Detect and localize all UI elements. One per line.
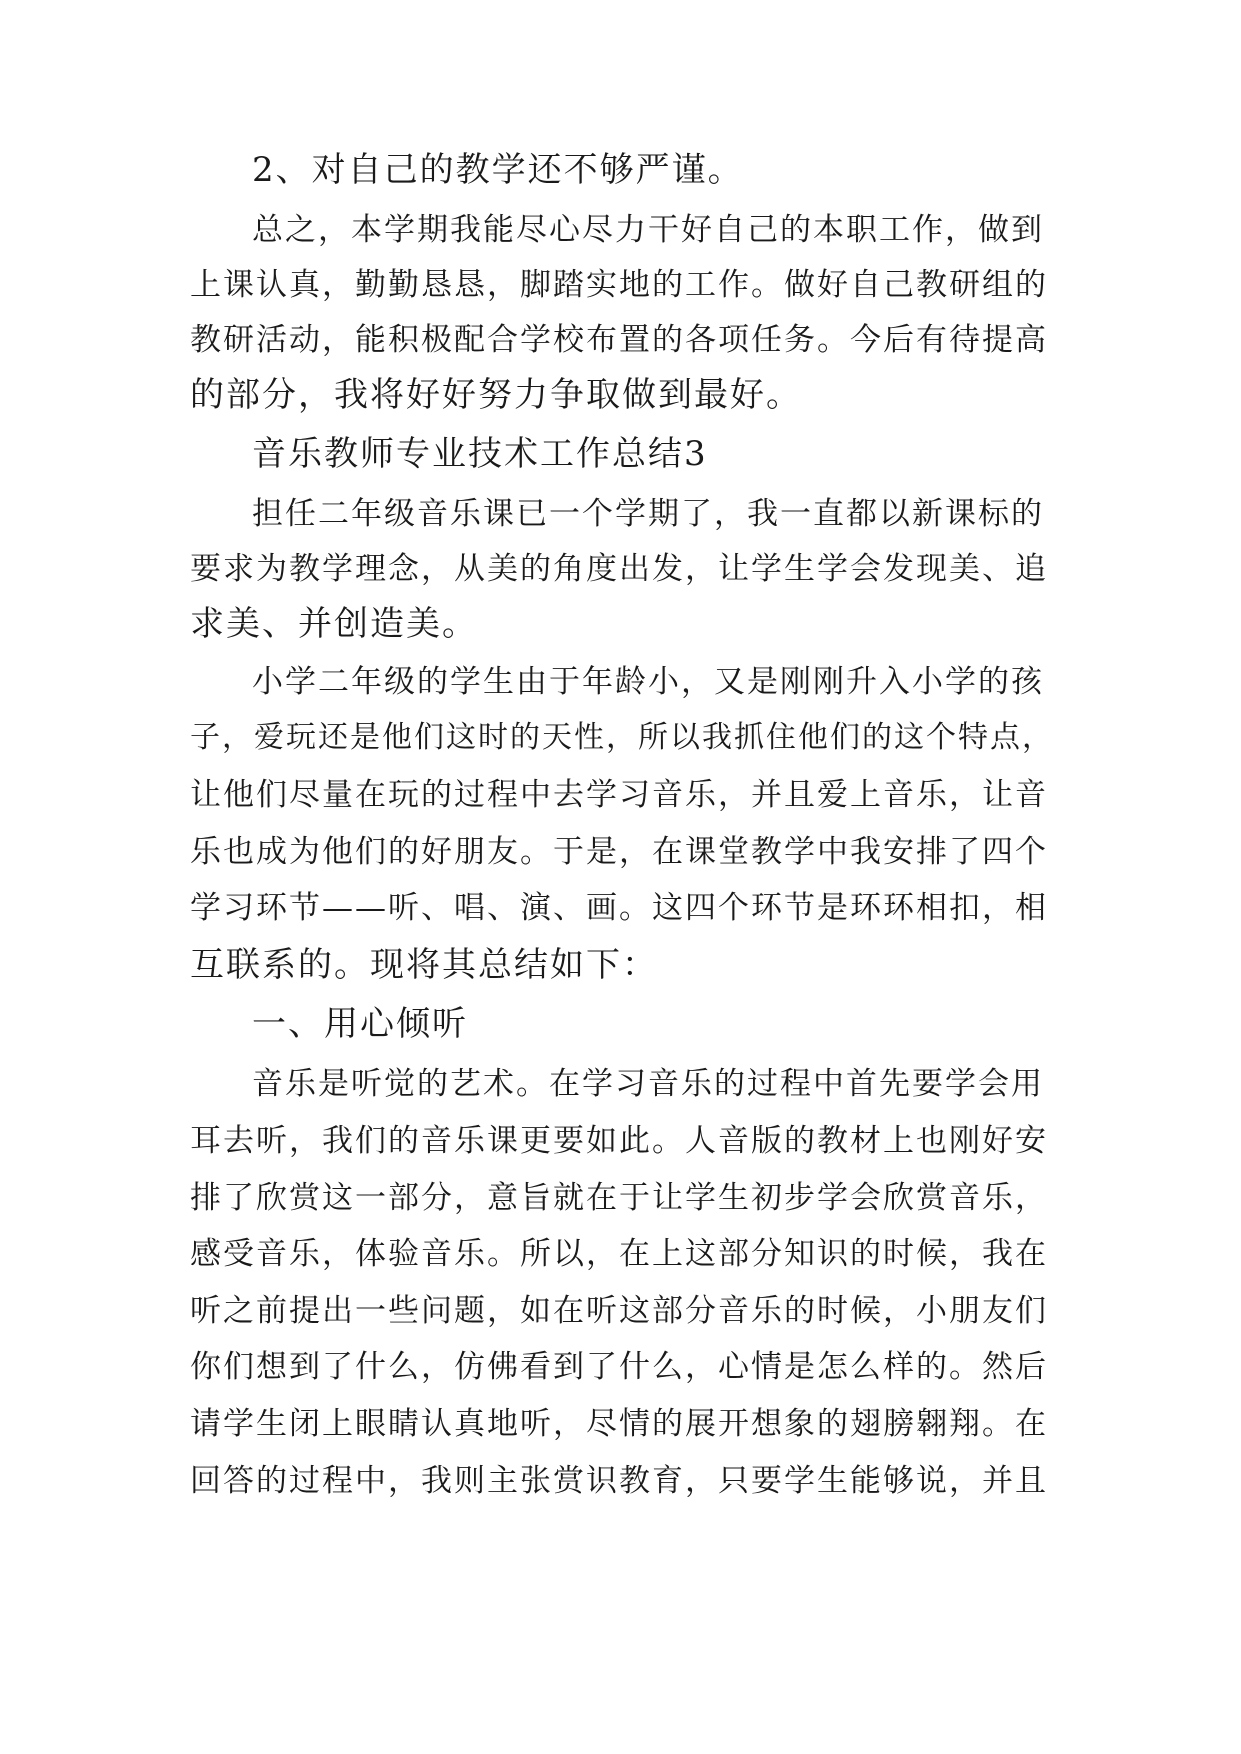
paragraph-line: 音乐是听觉的艺术。在学习音乐的过程中首先要学会用	[252, 1066, 1044, 1102]
paragraph-line: 的部分，我将好好努力争取做到最好。	[190, 375, 802, 415]
list-item-text: 2、对自己的教学还不够严谨。	[252, 150, 744, 190]
paragraph-line: 学习环节——听、唱、演、画。这四个环节是环环相扣，相	[190, 890, 1048, 926]
section-title: 音乐教师专业技术工作总结3	[252, 434, 708, 474]
paragraph-line: 让他们尽量在玩的过程中去学习音乐，并且爱上音乐，让音	[190, 777, 1048, 813]
paragraph-line: 感受音乐，体验音乐。所以，在上这部分知识的时候，我在	[190, 1236, 1048, 1272]
paragraph-line: 要求为教学理念，从美的角度出发，让学生学会发现美、追	[190, 551, 1048, 587]
paragraph-line: 耳去听，我们的音乐课更要如此。人音版的教材上也刚好安	[190, 1123, 1048, 1159]
paragraph-line: 担任二年级音乐课已一个学期了，我一直都以新课标的	[252, 496, 1044, 532]
paragraph-line: 乐也成为他们的好朋友。于是，在课堂教学中我安排了四个	[190, 834, 1048, 870]
paragraph-line: 排了欣赏这一部分，意旨就在于让学生初步学会欣赏音乐，	[190, 1180, 1048, 1216]
paragraph-line: 小学二年级的学生由于年龄小，又是刚刚升入小学的孩	[252, 664, 1044, 700]
paragraph-line: 上课认真，勤勤恳恳，脚踏实地的工作。做好自己教研组的	[190, 267, 1048, 303]
paragraph-line: 听之前提出一些问题，如在听这部分音乐的时候，小朋友们	[190, 1293, 1048, 1329]
paragraph-line: 你们想到了什么，仿佛看到了什么，心情是怎么样的。然后	[190, 1349, 1048, 1385]
section-heading: 一、用心倾听	[252, 1004, 468, 1044]
paragraph-line: 求美、并创造美。	[190, 604, 478, 644]
paragraph-line: 请学生闭上眼睛认真地听，尽情的展开想象的翅膀翱翔。在	[190, 1406, 1048, 1442]
paragraph-line: 教研活动，能积极配合学校布置的各项任务。今后有待提高	[190, 322, 1048, 358]
paragraph-line: 回答的过程中，我则主张赏识教育，只要学生能够说，并且	[190, 1463, 1048, 1499]
paragraph-line: 子，爱玩还是他们这时的天性，所以我抓住他们的这个特点，	[190, 720, 1054, 755]
paragraph-line: 互联系的。现将其总结如下：	[190, 945, 658, 985]
paragraph-line: 总之，本学期我能尽心尽力干好自己的本职工作，做到	[252, 212, 1044, 248]
